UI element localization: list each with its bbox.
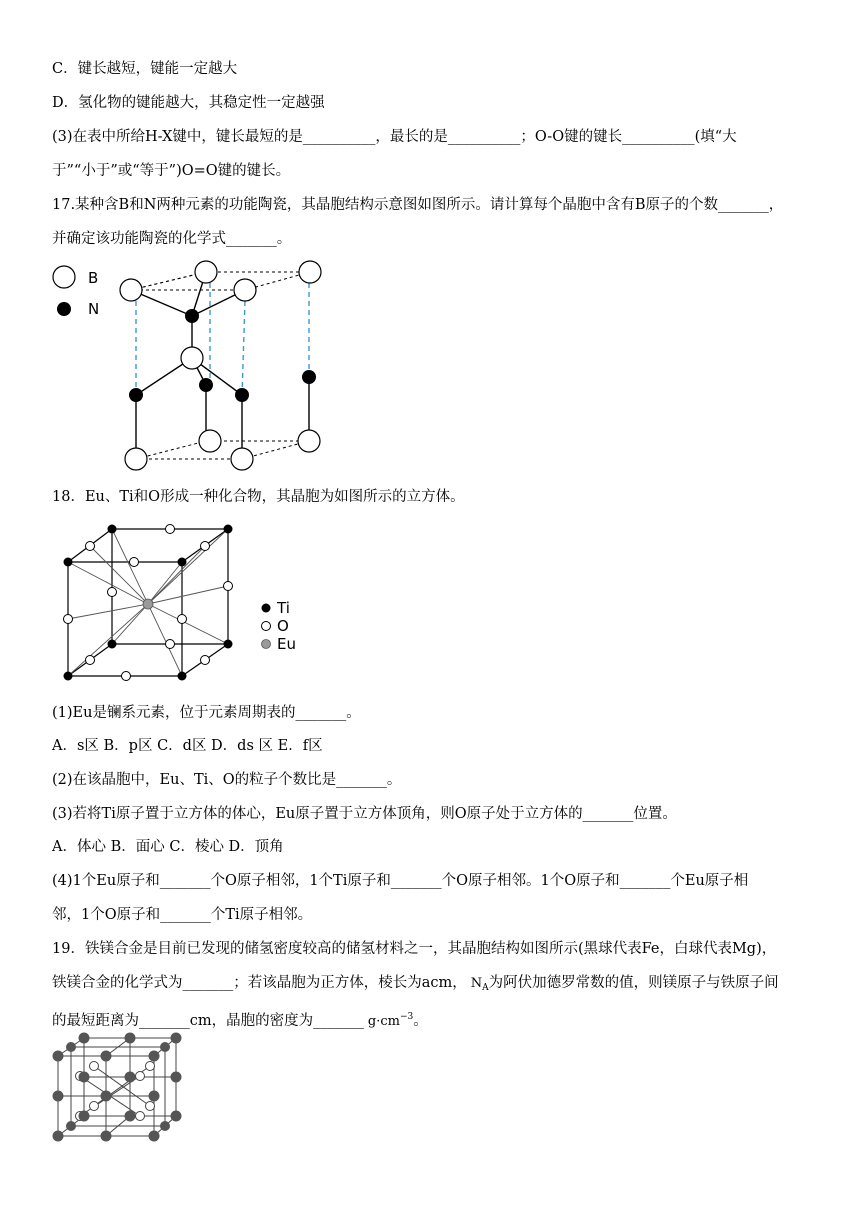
legend-ti-label: Ti [277,599,290,617]
question-19-line3: 的最短距离为_______cm，晶胞的密度为_______ $g\cdot cm^{-3}$。 [52,1012,428,1029]
question-18-2: (2)在该晶胞中，Eu、Ti、O的粒子个数比是_______。 [52,772,402,788]
legend-b-marker [53,266,75,288]
question-18-4-line1: (4)1个Eu原子和_______个O原子相邻，1个Ti原子和_______个O原子相邻。1个O原子和_______个Eu原子相 [52,873,749,889]
question-17-line1: 17.某种含B和N两种元素的功能陶瓷，其晶胞结构示意图如图所示。请计算每个晶胞中含有B原子的个数_______， [52,197,784,213]
question-17-line2: 并确定该功能陶瓷的化学式_______。 [52,231,292,247]
legend-n-label: N [88,300,100,318]
question-18-3: (3)若将Ti原子置于立方体的体心，Eu原子置于立方体顶角，则O原子处于立方体的_______位置。 [52,806,677,822]
option-d-text: D．氢化物的键能越大，其稳定性一定越强 [52,95,325,111]
question-18-3-options: A．体心 B．面心 C．棱心 D．顶角 [52,839,284,855]
question-3-line2: 于”“小于”或“等于”)O=O键的键长。 [52,163,291,179]
legend-b-label: B [88,269,99,287]
legend-eu-label: Eu [277,635,296,653]
question-18-4-line2: 邻，1个O原子和_______个Ti原子相邻。 [52,907,313,923]
question-19-line1: 19．铁镁合金是目前已发现的储氢密度较高的储氢材料之一，其晶胞结构如图所示(黑球代表Fe，白球代表Mg)， [52,941,777,957]
question-18-1: (1)Eu是镧系元素，位于元素周期表的_______。 [52,705,361,721]
option-c-text: C．键长越短，键能一定越大 [52,61,238,77]
legend-eu-marker [262,640,271,649]
legend-n-marker [57,302,71,316]
question-3-line1: (3)在表中所给H-X键中，键长最短的是__________，最长的是__________；O-O键的键长__________(填“大 [52,129,737,145]
legend-o-label: O [277,617,289,635]
eutio-cube-figure [52,518,312,688]
question-18-1-options: A．s区 B．p区 C．d区 D．ds 区 E．f区 [52,738,323,754]
question-19-line2: 铁镁合金的化学式为_______；若该晶胞为正方体，棱长为acm， $N_A$为阿伏加德罗常数的值，则镁原子与铁原子间 [52,975,779,993]
femg-crystal-cell-figure [50,1032,182,1144]
legend-ti-marker [262,604,271,613]
legend-o-marker [262,622,271,631]
bn-crystal-cell-figure [48,255,348,477]
question-18-stem: 18．Eu、Ti和O形成一种化合物，其晶胞为如图所示的立方体。 [52,489,465,505]
